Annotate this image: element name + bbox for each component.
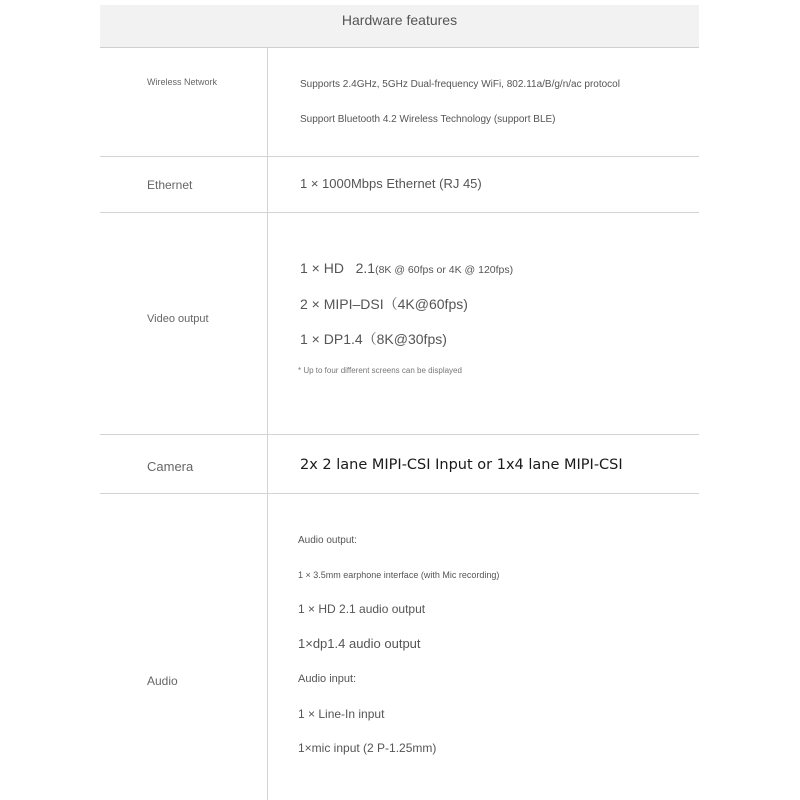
video-dp-spec: 1 × DP1.4（8K@30fps): [300, 331, 447, 347]
hardware-features-table: [100, 5, 699, 800]
video-hdmi-spec: [300, 260, 513, 276]
column-divider: [267, 48, 268, 800]
row-divider: [100, 434, 699, 435]
row-label-camera: Camera: [147, 459, 194, 474]
wireless-bluetooth-spec: Support Bluetooth 4.2 Wireless Technology (support BLE): [300, 114, 556, 125]
row-label-wireless-network: Wireless Network: [147, 77, 218, 87]
table-title: Hardware features: [100, 5, 699, 48]
audio-mic-spec: 1×mic input (2 P-1.25mm): [298, 741, 437, 755]
video-hdmi-detail: (8K @ 60fps or 4K @ 120fps): [375, 264, 514, 276]
audio-hdmi-spec: 1 × HD 2.1 audio output: [298, 602, 426, 616]
row-divider: [100, 212, 699, 213]
camera-spec: 2x 2 lane MIPI-CSI Input or 1x4 lane MIPI-CSI: [300, 457, 623, 473]
wireless-wifi-spec: Supports 2.4GHz, 5GHz Dual-frequency WiFi, 802.11a/B/g/n/ac protocol: [300, 79, 620, 90]
audio-earphone-spec: 1 × 3.5mm earphone interface (with Mic recording): [298, 570, 500, 580]
row-divider: [100, 493, 699, 494]
row-label-audio: Audio: [147, 674, 178, 688]
audio-output-heading: Audio output:: [298, 535, 357, 546]
video-footnote: * Up to four different screens can be displayed: [298, 366, 462, 375]
row-label-ethernet: Ethernet: [147, 178, 193, 192]
video-hdmi-main: 1 × HD 2.1: [300, 260, 376, 276]
audio-dp-spec: 1×dp1.4 audio output: [298, 636, 421, 651]
audio-linein-spec: 1 × Line-In input: [298, 707, 385, 721]
audio-input-heading: Audio input:: [298, 673, 357, 685]
row-divider: [100, 156, 699, 157]
video-mipi-spec: 2 × MIPI–DSI（4K@60fps): [300, 296, 468, 312]
row-label-video-output: Video output: [147, 313, 209, 325]
ethernet-spec: 1 × 1000Mbps Ethernet (RJ 45): [300, 176, 482, 191]
